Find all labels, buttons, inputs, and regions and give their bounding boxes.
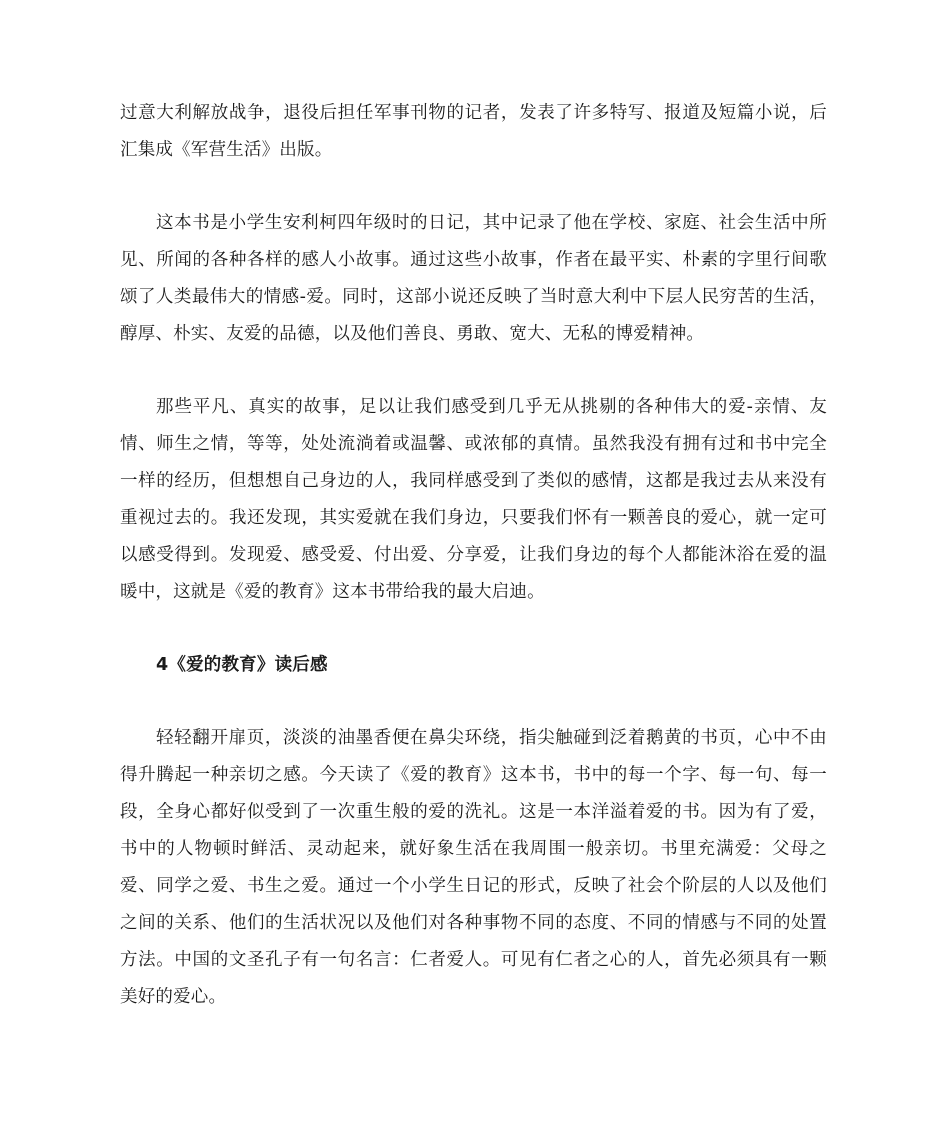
paragraph-reading-notes: 轻轻翻开扉页，淡淡的油墨香便在鼻尖环绕，指尖触碰到泛着鹅黄的书页，心中不由得升腾起一种亲切之感。今天读了《爱的教育》这本书，书中的每一个字、每一句、每一段，全身心都好似受到了一次重生般的爱的洗礼。这是一本洋溢着爱的书。因为有了爱，书中的人物顿时鲜活、灵动起来，就好象生活在我周围一般亲切。书里充满爱：父母之爱、同学之爱、书生之爱。通过一个小学生日记的形式，反映了社会个阶层的人以及他们之间的关系、他们的生活状况以及他们对各种事物不同的态度、不同的情感与不同的处置方法。中国的文圣孔子有一句名言：仁者爱人。可见有仁者之心的人，首先必须具有一颗美好的爱心。 [120,728,827,1007]
paragraph-reflection: 那些平凡、真实的故事，足以让我们感受到几乎无从挑剔的各种伟大的爱-亲情、友情、师生之情，等等，处处流淌着或温馨、或浓郁的真情。虽然我没有拥有过和书中完全一样的经历，但想想自己身边的人，我同样感受到了类似的感情，这都是我过去从来没有重视过去的。我还发现，其实爱就在我们身边，只要我们怀有一颗善良的爱心，就一定可以感受得到。发现爱、感受爱、付出爱、分享爱，让我们身边的每个人都能沐浴在爱的温暖中，这就是《爱的教育》这本书带给我的最大启迪。 [120,397,827,602]
paragraph-intro-continuation: 过意大利解放战争，退役后担任军事刊物的记者，发表了许多特写、报道及短篇小说，后汇集成《军营生活》出版。 [120,103,827,160]
paragraph-book-summary: 这本书是小学生安利柯四年级时的日记，其中记录了他在学校、家庭、社会生活中所见、所闻的各种各样的感人小故事。通过这些小故事，作者在最平实、朴素的字里行间歌颂了人类最伟大的情感-爱。同时，这部小说还反映了当时意大利中下层人民穷苦的生活，醇厚、朴实、友爱的品德，以及他们善良、勇敢、宽大、无私的博爱精神。 [120,213,827,344]
section-heading: 4《爱的教育》读后感 [156,655,328,675]
document-page [120,95,827,1052]
